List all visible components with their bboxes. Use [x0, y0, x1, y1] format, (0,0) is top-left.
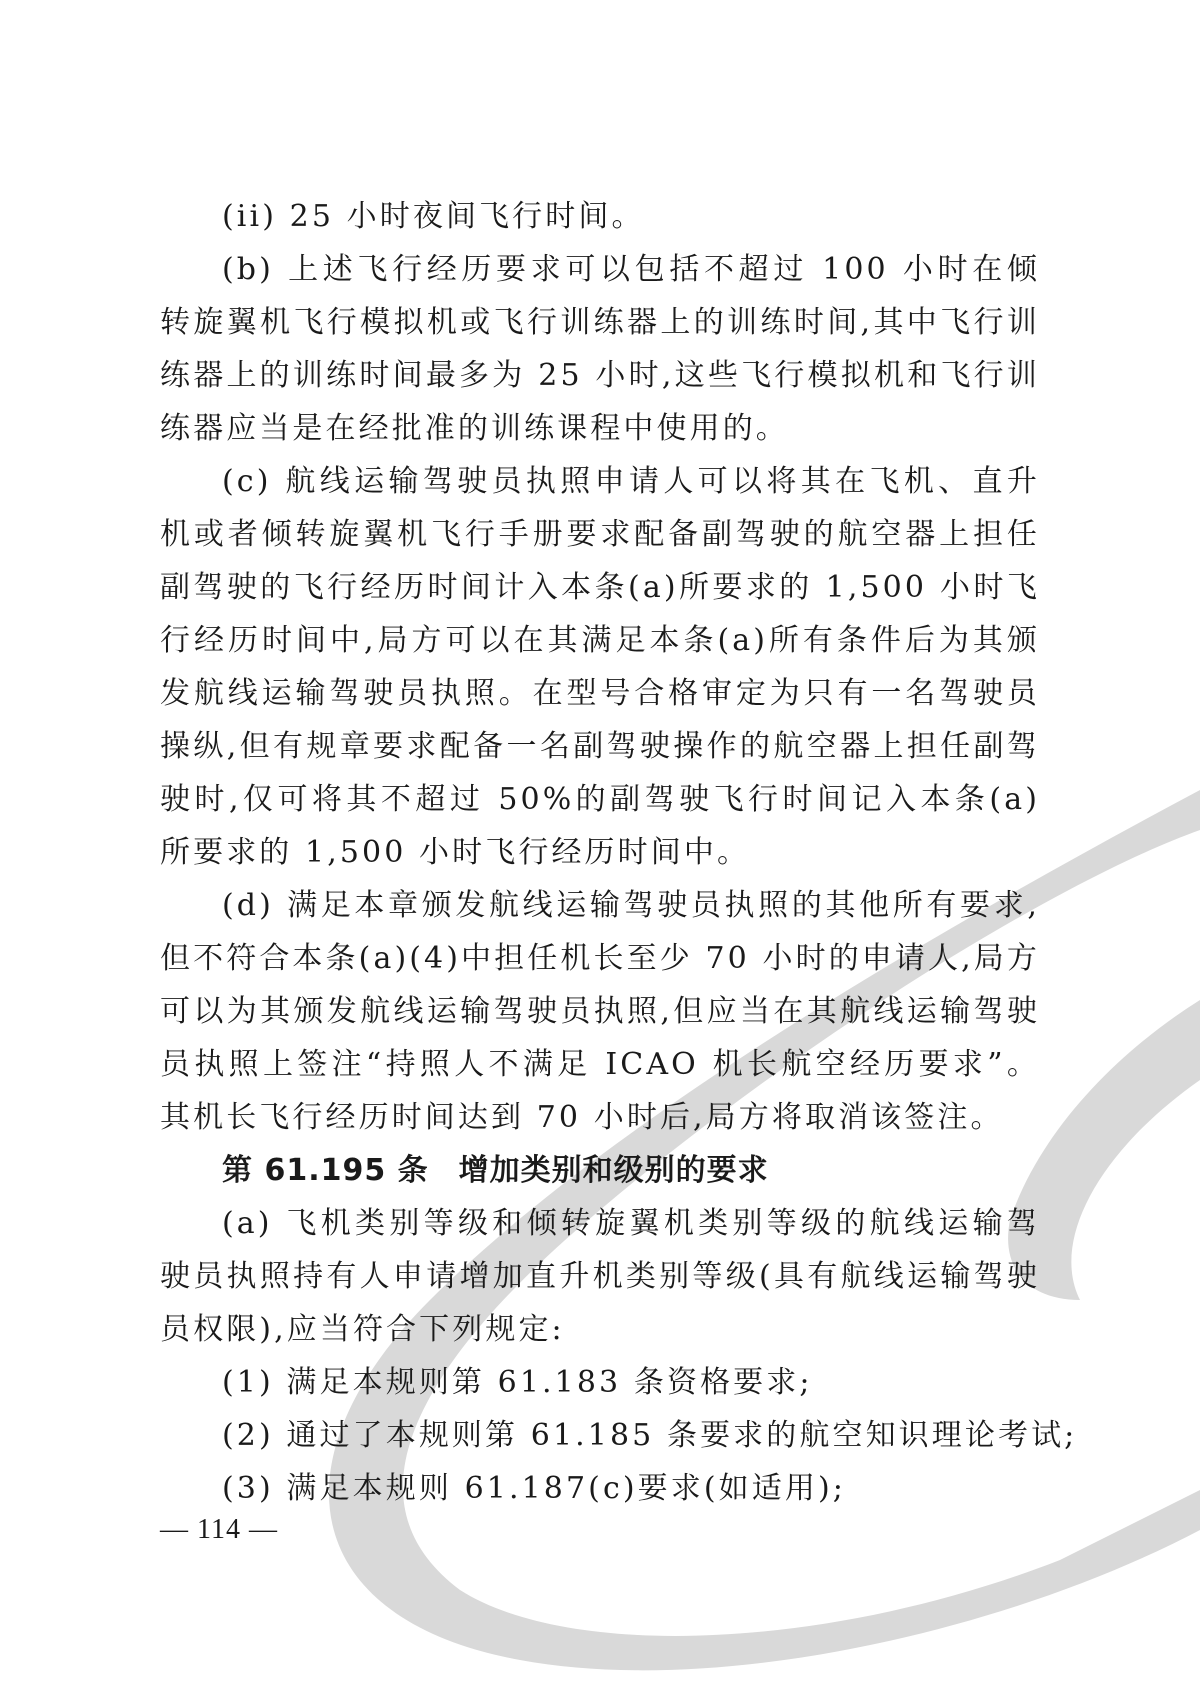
document-body — [160, 190, 1078, 1515]
paragraph-night-flight-time: (ii) 25 小时夜间飞行时间。 — [222, 199, 645, 234]
section-number: 第 61.195 条 — [222, 1153, 429, 1188]
paragraph-b-simulator-training: (b) 上述飞行经历要求可以包括不超过 100 小时在倾转旋翼机飞行模拟机或飞行训练器上的训练时间,其中飞行训练器上的训练时间最多为 25 小时,这些飞行模拟机和飞行训练器应当是在经批准的训练课程中使用的。 — [160, 252, 1040, 446]
page-number: — 114 — — [160, 1514, 278, 1545]
paragraph-d-pic-time: (d) 满足本章颁发航线运输驾驶员执照的其他所有要求,但不符合本条(a)(4)中担任机长至少 70 小时的申请人,局方可以为其颁发航线运输驾驶员执照,但应当在其航线运输驾驶员执照上签注“持照人不满足 ICAO 机长航空经历要求”。其机长飞行经历时间达到 70 小时后,局方将取消该签注。 — [160, 888, 1040, 1135]
list-item-2: (2) 通过了本规则第 61.185 条要求的航空知识理论考试; — [222, 1418, 1078, 1453]
section-heading — [160, 1144, 1040, 1197]
section-title: 增加类别和级别的要求 — [458, 1153, 769, 1188]
list-item-1: (1) 满足本规则第 61.183 条资格要求; — [222, 1365, 813, 1400]
paragraph-a-add-category: (a) 飞机类别等级和倾转旋翼机类别等级的航线运输驾驶员执照持有人申请增加直升机类别等级(具有航线运输驾驶员权限),应当符合下列规定: — [160, 1206, 1040, 1347]
list-item-3: (3) 满足本规则 61.187(c)要求(如适用); — [222, 1471, 846, 1506]
paragraph-c-copilot-time: (c) 航线运输驾驶员执照申请人可以将其在飞机、直升机或者倾转旋翼机飞行手册要求配备副驾驶的航空器上担任副驾驶的飞行经历时间计入本条(a)所要求的 1,500 小时飞行经历时间中,局方可以在其满足本条(a)所有条件后为其颁发航线运输驾驶员执照。在型号合格审定为只有一名驾驶员操纵,但有规章要求配备一名副驾驶操作的航空器上担任副驾驶时,仅可将其不超过 50%的副驾驶飞行时间记入本条(a)所要求的 1,500 小时飞行经历时间中。 — [160, 464, 1040, 870]
